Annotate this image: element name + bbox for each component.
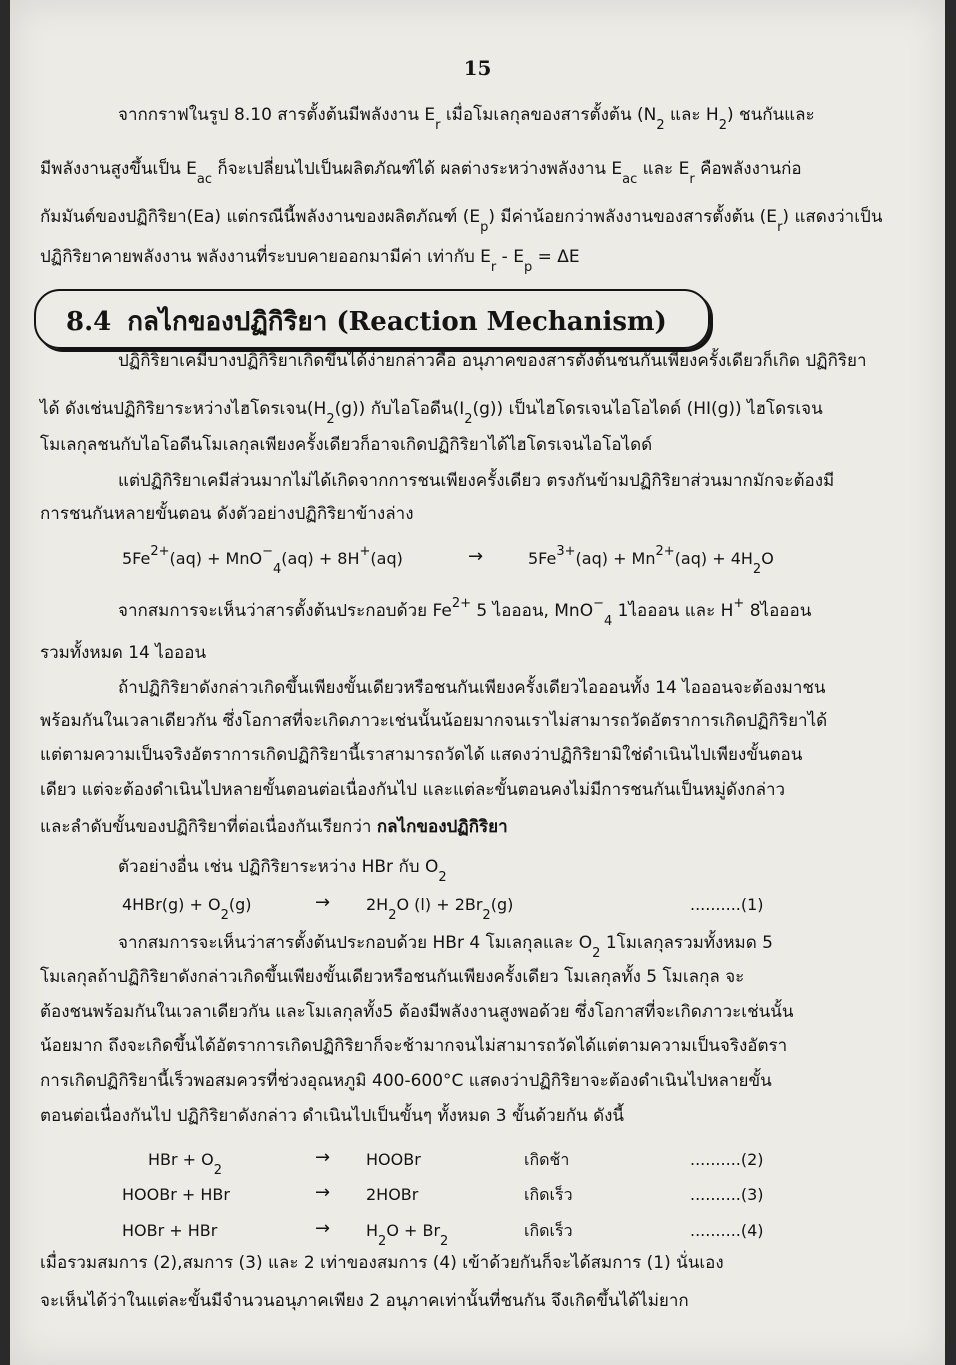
equation1-arrow: →	[315, 892, 331, 913]
term-reaction-mechanism: กลไกของปฏิกิริยา	[376, 817, 508, 837]
section-heading-box	[34, 289, 710, 349]
para2-line2: ได้ ดังเช่นปฏิกิริยาระหว่างไฮโดรเจน$(H_2(g))$ กับไอโอดีน$(I_2(g))$ เป็นไฮโดรเจนไอโอไดด์ (HI(g)) ไฮโดรเจน	[40, 399, 823, 427]
step3-arrow: →	[315, 1182, 331, 1203]
step4-left: HOBr + HBr	[122, 1221, 218, 1240]
para5-line3: แต่ตามความเป็นจริงอัตราการเกิดปฏิกิริยานี้เราสามารถวัดได้ แสดงว่าปฏิกิริยามิใช่ดำเนินไปเพียงขั้นตอน	[40, 745, 803, 765]
step3-left: HOOBr + HBr	[122, 1185, 230, 1204]
page-number: 15	[463, 56, 492, 80]
step2-speed: เกิดช้า	[524, 1150, 570, 1169]
para7-line4: น้อยมาก ถึงจะเกิดขึ้นได้อัตราการเกิดปฏิกิริยาก็จะช้ามากจนไม่สามารถวัดได้แต่ตามความเป็นจริงอัตรา	[40, 1036, 788, 1056]
step3-speed: เกิดเร็ว	[524, 1185, 573, 1204]
step4-arrow: →	[315, 1218, 331, 1239]
step3-right: 2HOBr	[366, 1185, 419, 1204]
step4-ref: ..........(4)	[690, 1221, 764, 1240]
para3-line1: แต่ปฏิกิริยาเคมีส่วนมากไม่ได้เกิดจากการชนเพียงครั้งเดียว ตรงกันข้ามปฏิกิริยาส่วนมากมักจะต้องมี	[118, 471, 835, 491]
step4-right: $H_2O + Br_2$	[366, 1221, 449, 1249]
equation1-right: $2H_2O$ $(l) + 2Br_2(g)$	[366, 895, 514, 923]
section-number: 8.4	[66, 307, 112, 337]
para8-line2: จะเห็นได้ว่าในแต่ละขั้นมีจำนวนอนุภาคเพียง 2 อนุภาคเท่านั้นที่ชนกัน จึงเกิดขึ้นได้ไม่ยาก	[40, 1291, 689, 1311]
para5-line4: เดียว แต่จะต้องดำเนินไปหลายขั้นตอนต่อเนื่องกันไป และแต่ละขั้นตอนคงไม่มีการชนกันเป็นหมู่ดังกล่าว	[40, 780, 786, 800]
para1-line2: มีพลังงานสูงขึ้นเป็น $E_{ac}$ ก็จะเปลี่ยนไปเป็นผลิตภัณฑ์ได้ ผลต่างระหว่างพลังงาน $E_{ac}$ และ $E_r$ คือพลังงานก่อ	[40, 159, 802, 187]
para1-line1: จากกราฟในรูป 8.10 สารตั้งต้นมีพลังงาน $E_r$ เมื่อโมเลกุลของสารตั้งต้น ($N_2$ และ $H_2$) ชนกันและ	[118, 105, 815, 133]
para2-line3: โมเลกุลชนกับไอโอดีนโมเลกุลเพียงครั้งเดียวก็อาจเกิดปฏิกิริยาได้ไฮโดรเจนไอโอไดด์	[40, 435, 653, 455]
section-heading	[66, 301, 667, 342]
equation-main-arrow: →	[468, 546, 484, 567]
step4-speed: เกิดเร็ว	[524, 1221, 573, 1240]
equation-main-left: $5Fe^{2+}(aq) + MnO^-_4(aq) + 8H^+(aq)$	[122, 544, 403, 577]
para6-line1: ตัวอย่างอื่น เช่น ปฏิกิริยาระหว่าง HBr กับ $O_2$	[118, 857, 447, 885]
equation1-ref: ..........(1)	[690, 895, 764, 914]
para5-line5: และลำดับขั้นของปฏิกิริยาที่ต่อเนื่องกันเรียกว่า กลไกของปฏิกิริยา	[40, 817, 508, 837]
para8-line1: เมื่อรวมสมการ (2),สมการ (3) และ 2 เท่าของสมการ (4) เข้าด้วยกันก็จะได้สมการ (1) นั่นเอง	[40, 1253, 724, 1273]
para3-line2: การชนกันหลายขั้นตอน ดังตัวอย่างปฏิกิริยาข้างล่าง	[40, 504, 414, 524]
para7-line6: ตอนต่อเนื่องกันไป ปฏิกิริยาดังกล่าว ดำเนินไปเป็นขั้นๆ ทั้งหมด 3 ขั้นด้วยกัน ดังนี้	[40, 1106, 625, 1126]
step2-right: HOOBr	[366, 1150, 421, 1169]
para2-line1: ปฏิกิริยาเคมีบางปฏิกิริยาเกิดขึ้นได้ง่ายกล่าวคือ อนุภาคของสารตั้งต้นชนกันเพียงครั้งเดียวก็เกิด ปฏิกิริยา	[118, 351, 867, 371]
equation1-left: $4HBr(g) + O_2(g)$	[122, 895, 252, 923]
para7-line5: การเกิดปฏิกิริยานี้เร็วพอสมควรที่ช่วงอุณหภูมิ 400-600°C แสดงว่าปฏิกิริยาจะต้องดำเนินไปหลายขั้น	[40, 1071, 772, 1091]
step2-left: HBr + $O_2$	[148, 1150, 223, 1178]
para1-line4: ปฏิกิริยาคายพลังงาน พลังงานที่ระบบคายออกมามีค่า เท่ากับ $E_r - E_p = \Delta E$	[40, 247, 580, 275]
step3-ref: ..........(3)	[690, 1185, 764, 1204]
para1-line3: กัมมันต์ของปฏิกิริยา(Ea) แต่กรณีนี้พลังงานของผลิตภัณฑ์ $(E_p)$ มีค่าน้อยกว่าพลังงานของสารตั้งต้น $(E_r)$ แสดงว่าเป็น	[40, 207, 883, 235]
step2-arrow: →	[315, 1147, 331, 1168]
para4-line1: จากสมการจะเห็นว่าสารตั้งต้นประกอบด้วย $Fe^{2+}$ 5 ไอออน, MnO−$_4$ 1ไอออน และ H+ 8ไอออน	[118, 596, 812, 629]
equation-main-right: $5Fe^{3+}(aq) + Mn^{2+}(aq) + 4H_2O$	[528, 544, 774, 577]
section-title: กลไกของปฏิกิริยา (Reaction Mechanism)	[127, 307, 667, 337]
para7-line2: โมเลกุลถ้าปฏิกิริยาดังกล่าวเกิดขึ้นเพียงขั้นเดียวหรือชนกันเพียงครั้งเดียว โมเลกุลทั้ง 5 โมเลกุล จะ	[40, 967, 745, 987]
document-page	[10, 0, 945, 1365]
para7-line1: จากสมการจะเห็นว่าสารตั้งต้นประกอบด้วย HBr 4 โมเลกุลและ $O_2$ 1โมเลกุลรวมทั้งหมด 5	[118, 933, 773, 961]
para5-line2: พร้อมกันในเวลาเดียวกัน ซึ่งโอกาสที่จะเกิดภาวะเช่นนั้นน้อยมากจนเราไม่สามารถวัดอัตราการเกิดปฏิกิริยาได้	[40, 711, 828, 731]
step2-ref: ..........(2)	[690, 1150, 764, 1169]
para5-line1: ถ้าปฏิกิริยาดังกล่าวเกิดขึ้นเพียงขั้นเดียวหรือชนกันเพียงครั้งเดียวไอออนทั้ง 14 ไอออนจะต้องมาชน	[118, 678, 826, 698]
para4-line2: รวมทั้งหมด 14 ไอออน	[40, 643, 207, 663]
para7-line3: ต้องชนพร้อมกันในเวลาเดียวกัน และโมเลกุลทั้ง5 ต้องมีพลังงานสูงพอด้วย ซึ่งโอกาสที่จะเกิดภาวะเช่นนั้น	[40, 1002, 794, 1022]
